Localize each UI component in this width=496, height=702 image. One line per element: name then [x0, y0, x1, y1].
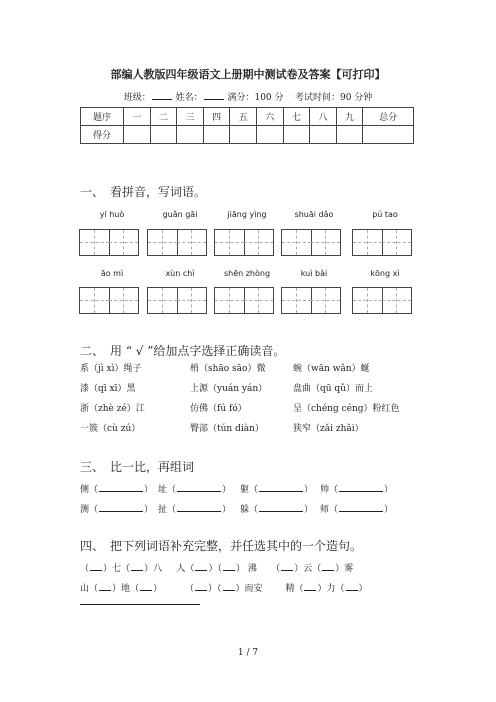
writing-box[interactable] — [214, 229, 274, 256]
class-label: 班级： — [123, 93, 151, 103]
word-build-item: 测（ ） — [80, 505, 154, 515]
score-header-cell: 七 — [283, 108, 310, 126]
section3-number: 三、 — [80, 460, 105, 474]
word-build-item: 躲（ ） — [240, 505, 314, 515]
idiom-blank[interactable] — [346, 582, 358, 591]
writing-cell[interactable] — [177, 230, 206, 255]
writing-cell[interactable] — [244, 288, 273, 313]
exam-info — [0, 90, 496, 103]
score-header-cell: 八 — [310, 108, 337, 126]
class-blank[interactable] — [152, 91, 172, 100]
writing-cell[interactable] — [382, 288, 411, 313]
character: 躯 — [240, 485, 250, 495]
writing-cell[interactable] — [282, 230, 312, 255]
section2-title: 用 “ √ ”给加点字选择正确读音。 — [110, 344, 286, 358]
pronunciation-item[interactable]: 漆（qī xī）黑 — [80, 384, 136, 394]
section4-title: 把下列词语补充完整，并任选其中的一个造句。 — [110, 539, 363, 553]
name-blank[interactable] — [204, 91, 224, 100]
score-table-header — [81, 108, 414, 126]
idiom-blank[interactable] — [195, 582, 207, 591]
idiom-blank[interactable] — [90, 562, 102, 571]
idiom-blank[interactable] — [281, 562, 293, 571]
pronunciation-item[interactable]: 上源（yuán yán） — [190, 384, 268, 394]
pronunciation-item[interactable]: 呈（chéng céng）粉红色 — [293, 404, 400, 414]
writing-cell[interactable] — [80, 288, 110, 313]
section3-title: 比一比，再组词 — [110, 460, 195, 474]
pronunciation-item[interactable]: 梢（shāo sāo）微 — [190, 364, 266, 374]
section1-heading — [80, 183, 206, 200]
word-build-item: 侧（ ） — [80, 485, 154, 495]
score-cell[interactable] — [150, 126, 177, 144]
pronunciation-item[interactable]: 蜿（wān wǎn）蜒 — [293, 364, 370, 374]
idiom-blank[interactable] — [131, 562, 143, 571]
writing-cell[interactable] — [109, 288, 138, 313]
section3-heading — [80, 458, 194, 475]
pronunciation-item[interactable]: 一簇（cù zú） — [80, 424, 141, 434]
score-row-label: 得分 — [81, 126, 124, 144]
exam-time: 考试时间：90 分钟 — [294, 93, 373, 103]
score-cell[interactable] — [363, 126, 414, 144]
score-header-cell: 六 — [256, 108, 283, 126]
score-cell[interactable] — [283, 126, 310, 144]
pinyin-label: shēn zhòng — [223, 269, 271, 278]
score-table-row — [81, 126, 414, 144]
character: 址 — [158, 485, 168, 495]
idiom: 精（ ）力（ ） — [285, 584, 368, 594]
character: 测 — [80, 505, 90, 515]
idiom: 人（ ）（ ） — [176, 564, 245, 574]
word-build-item: 扯（ ） — [158, 505, 232, 515]
page-number: 1 / 7 — [237, 648, 259, 658]
idiom: 山（ ）地（ ） — [80, 584, 163, 594]
writing-cell[interactable] — [109, 230, 138, 255]
score-header-cell: 三 — [177, 108, 204, 126]
score-header-cell: 五 — [230, 108, 257, 126]
writing-cell[interactable] — [353, 288, 383, 313]
pinyin-label: pú tao — [372, 210, 398, 219]
writing-cell[interactable] — [80, 230, 110, 255]
character: 师 — [320, 505, 330, 515]
score-cell[interactable] — [230, 126, 257, 144]
writing-box[interactable] — [147, 229, 207, 256]
word-blank[interactable] — [259, 503, 303, 512]
section4-number: 四、 — [80, 539, 105, 553]
section2-heading — [80, 342, 285, 359]
pinyin-label: āo mì — [100, 269, 124, 278]
word-build-item: 躯（ ） — [240, 485, 314, 495]
idiom-blank[interactable] — [140, 582, 152, 591]
word-blank[interactable] — [339, 503, 383, 512]
writing-box[interactable] — [79, 229, 139, 256]
section2-number: 二、 — [80, 344, 105, 358]
writing-box[interactable] — [147, 287, 207, 314]
writing-box[interactable] — [214, 287, 274, 314]
writing-cell[interactable] — [215, 288, 245, 313]
writing-cell[interactable] — [282, 288, 312, 313]
writing-cell[interactable] — [148, 288, 178, 313]
name-label: 姓名： — [175, 93, 203, 103]
pronunciation-item[interactable]: 盘曲（qū qǔ）而上 — [293, 384, 373, 394]
score-header-cell: 一 — [124, 108, 151, 126]
idiom: （ ）（ ）而安 — [184, 584, 263, 594]
pinyin-label: shuāi dǎo — [294, 210, 334, 219]
idiom: （ ）云（ ）雾 — [271, 564, 354, 574]
idiom-blank[interactable] — [99, 582, 111, 591]
pronunciation-item[interactable]: 系（jì xì）绳子 — [80, 364, 142, 374]
writing-box[interactable] — [79, 287, 139, 314]
idiom-row-1 — [80, 561, 353, 574]
word-blank[interactable] — [177, 483, 221, 492]
pinyin-label: jiāng yìng — [227, 210, 267, 219]
idiom-blank[interactable] — [195, 562, 207, 571]
word-build-item: 址（ ） — [158, 485, 232, 495]
writing-cell[interactable] — [148, 230, 178, 255]
character: 帅 — [320, 485, 330, 495]
writing-cell[interactable] — [382, 230, 411, 255]
word-blank[interactable] — [99, 503, 143, 512]
pronunciation-item[interactable]: 浙（zhè zé）江 — [80, 404, 145, 414]
idiom-blank[interactable] — [223, 582, 235, 591]
writing-box[interactable] — [352, 287, 412, 314]
character: 扯 — [158, 505, 168, 515]
word-build-item: 帅（ ） — [320, 485, 394, 495]
section1-title: 看拼音，写词语。 — [110, 185, 207, 199]
idiom-blank[interactable] — [304, 582, 316, 591]
writing-cell[interactable] — [311, 230, 340, 255]
word-blank[interactable] — [259, 483, 303, 492]
score-header-cell: 九 — [336, 108, 363, 126]
section1-number: 一、 — [80, 185, 105, 199]
word-blank[interactable] — [177, 503, 221, 512]
word-blank[interactable] — [339, 483, 383, 492]
full-score: 满分：100 分 — [227, 93, 284, 103]
pinyin-label: yí huò — [99, 210, 125, 219]
pinyin-label: guǎn gāi — [162, 210, 198, 219]
score-header-cell: 总分 — [363, 108, 414, 126]
score-cell[interactable] — [310, 126, 337, 144]
score-header-cell: 四 — [203, 108, 230, 126]
score-cell[interactable] — [256, 126, 283, 144]
writing-cell[interactable] — [244, 230, 273, 255]
score-header-cell: 二 — [150, 108, 177, 126]
writing-box[interactable] — [281, 287, 341, 314]
writing-box[interactable] — [352, 229, 412, 256]
pronunciation-item[interactable]: 狭窄（zǎi zhǎi） — [293, 424, 364, 434]
word-blank[interactable] — [99, 483, 143, 492]
idiom-blank[interactable] — [322, 562, 334, 571]
idiom: 沸 — [247, 564, 257, 574]
score-table — [80, 107, 414, 144]
score-cell[interactable] — [177, 126, 204, 144]
writing-cell[interactable] — [353, 230, 383, 255]
writing-cell[interactable] — [215, 230, 245, 255]
score-header-cell: 题序 — [81, 108, 124, 126]
pinyin-label: kōng xì — [370, 269, 400, 278]
pronunciation-item[interactable]: 仿佛（fú fó） — [190, 404, 247, 414]
writing-box[interactable] — [281, 229, 341, 256]
page-title: 部编人教版四年级语文上册期中测试卷及答案【可打印】 — [110, 68, 386, 81]
score-cell[interactable] — [124, 126, 151, 144]
word-build-item: 师（ ） — [320, 505, 394, 515]
idiom-blank[interactable] — [223, 562, 235, 571]
pinyin-label: xùn chì — [165, 269, 195, 278]
score-cell[interactable] — [203, 126, 230, 144]
section4-heading — [80, 537, 362, 554]
character: 侧 — [80, 485, 90, 495]
idiom: （ ）七（ ）八 — [80, 564, 163, 574]
pronunciation-item[interactable]: 臀部（tún diàn） — [190, 424, 264, 434]
writing-cell[interactable] — [311, 288, 340, 313]
idiom-row-2 — [80, 581, 368, 594]
writing-cell[interactable] — [177, 288, 206, 313]
pinyin-label: kuì bài — [300, 269, 328, 278]
score-cell[interactable] — [336, 126, 363, 144]
character: 躲 — [240, 505, 250, 515]
sentence-answer-line[interactable] — [80, 604, 200, 605]
